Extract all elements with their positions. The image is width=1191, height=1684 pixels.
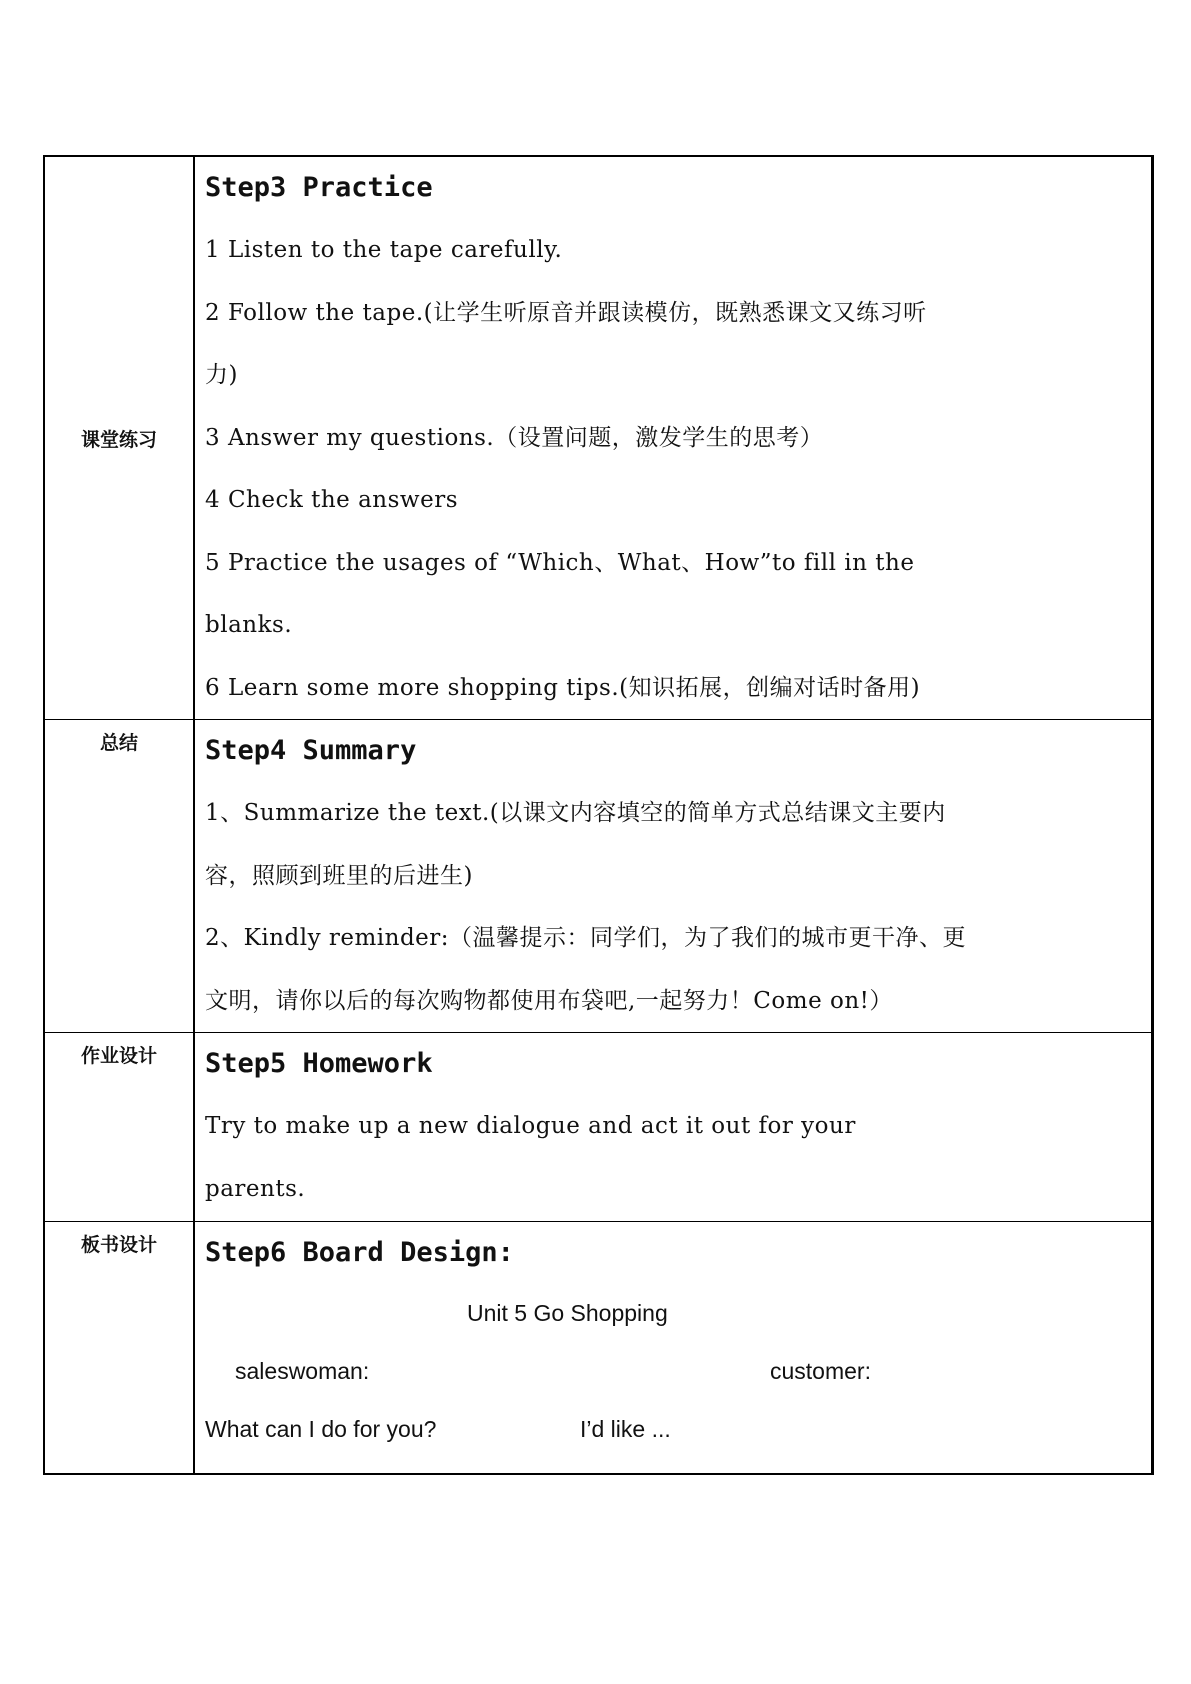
content-line: 文明，请你以后的每次购物都使用布袋吧,一起努力！Come on!） xyxy=(205,987,893,1014)
content-line: 1 Listen to the tape carefully. xyxy=(205,237,563,263)
row-label-text: 总结 xyxy=(99,732,138,754)
table-row-summary xyxy=(44,720,1152,1033)
content-line: parents. xyxy=(205,1175,306,1202)
board-title: Unit 5 Go Shopping xyxy=(467,1300,668,1326)
step-title: Step5 Homework xyxy=(205,1048,433,1079)
row-content-summary xyxy=(194,720,1152,1033)
row-label-text: 课堂练习 xyxy=(80,428,157,451)
board-question: What can I do for you? xyxy=(205,1416,437,1442)
row-label-homework xyxy=(44,1033,194,1222)
row-content-homework xyxy=(194,1033,1152,1222)
board-customer-heading: customer: xyxy=(770,1358,871,1384)
content-line: 3 Answer my questions.（设置问题，激发学生的思考） xyxy=(205,424,824,451)
content-line: 6 Learn some more shopping tips.(知识拓展，创编对话时备用) xyxy=(205,674,921,701)
row-label-text: 作业设计 xyxy=(80,1045,157,1067)
content-line: 容，照顾到班里的后进生) xyxy=(205,862,473,889)
step-title: Step6 Board Design: xyxy=(205,1237,514,1268)
board-answer: I’d like ... xyxy=(580,1416,671,1442)
row-label-text: 板书设计 xyxy=(80,1234,157,1256)
content-line: 5 Practice the usages of “Which、What、How”to fill in the xyxy=(205,549,915,576)
step-title: Step4 Summary xyxy=(205,735,417,766)
table-row-homework xyxy=(44,1033,1152,1222)
content-line: 力) xyxy=(205,362,238,388)
board-design xyxy=(205,1284,1141,1456)
board-saleswoman-heading: saleswoman: xyxy=(235,1358,370,1384)
content-line: 4 Check the answers xyxy=(205,487,458,513)
row-label-practice xyxy=(44,156,194,720)
table-row-board-design xyxy=(44,1222,1152,1474)
content-line: blanks. xyxy=(205,612,293,638)
content-line: Try to make up a new dialogue and act it out for your xyxy=(205,1113,856,1139)
content-line: 2、Kindly reminder:（温馨提示：同学们，为了我们的城市更干净、更 xyxy=(205,925,967,951)
lesson-plan-table xyxy=(43,155,1154,1475)
row-label-board-design xyxy=(44,1222,194,1474)
row-label-summary xyxy=(44,720,194,1033)
step-title: Step3 Practice xyxy=(205,172,433,203)
content-line: 1、Summarize the text.(以课文内容填空的简单方式总结课文主要内 xyxy=(205,800,946,826)
row-content-board-design xyxy=(194,1222,1152,1474)
table-row-practice xyxy=(44,156,1152,720)
content-line: 2 Follow the tape.(让学生听原音并跟读模仿，既熟悉课文又练习听 xyxy=(205,299,927,326)
row-content-practice xyxy=(194,156,1152,720)
